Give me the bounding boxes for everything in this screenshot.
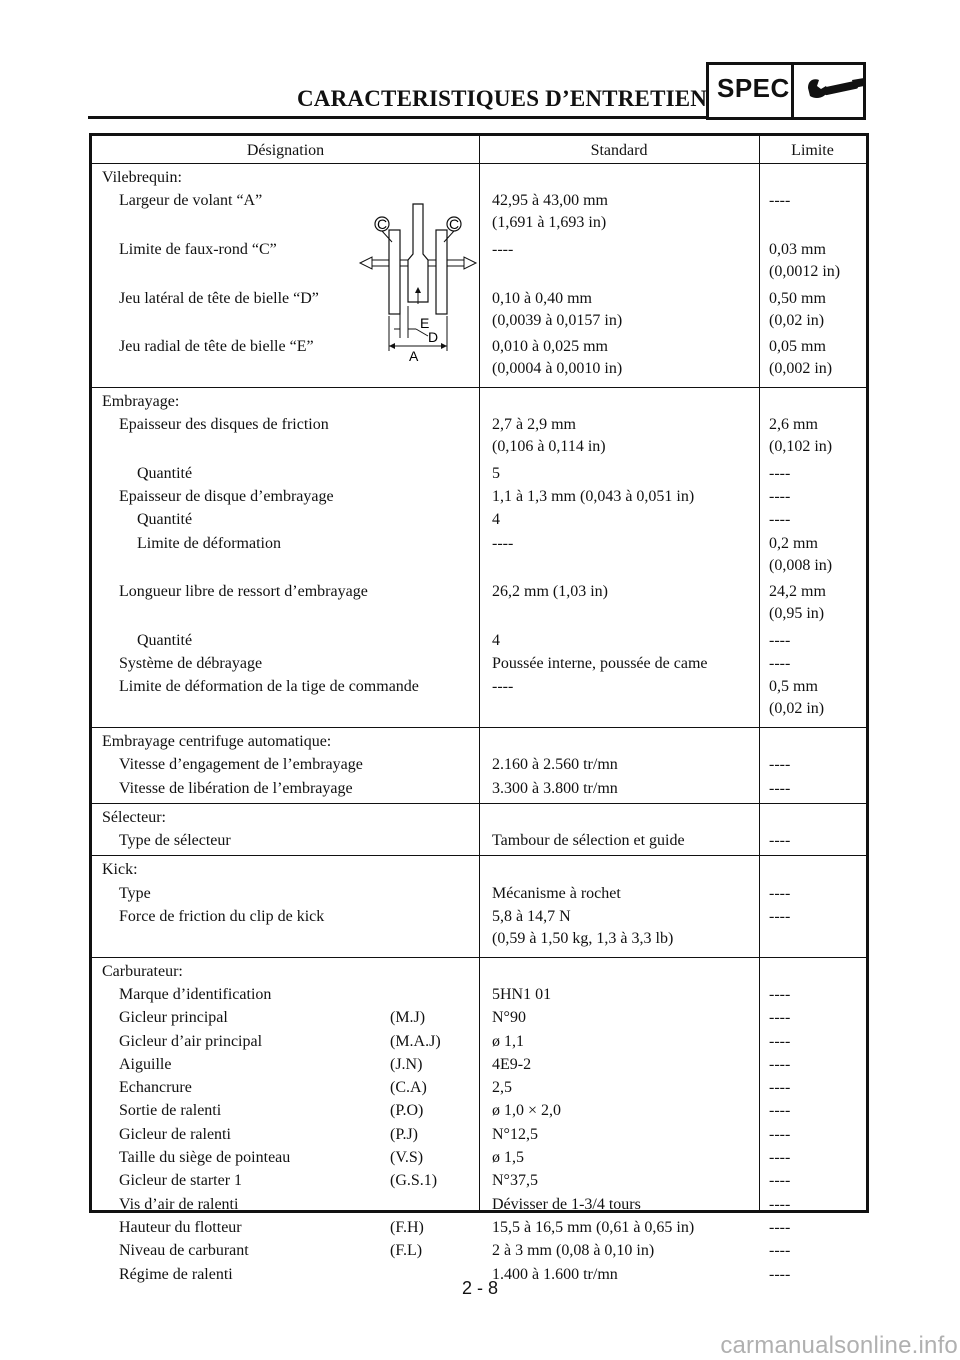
row-standard bbox=[492, 1031, 524, 1053]
row-limit bbox=[769, 1194, 790, 1216]
section-rule bbox=[92, 855, 866, 856]
row-limit bbox=[769, 1240, 790, 1262]
row-label: Type de sélecteur bbox=[119, 832, 231, 850]
row-limit bbox=[769, 778, 790, 800]
row-limit-line: (0,008 in) bbox=[769, 556, 833, 574]
row-standard-line: 26,2 mm (1,03 in) bbox=[492, 583, 608, 601]
row-label: Marque d’identification bbox=[119, 985, 272, 1003]
row-standard-line: 5 bbox=[492, 464, 500, 482]
page-number: 2 - 8 bbox=[461, 1278, 499, 1298]
row-limit bbox=[769, 1124, 790, 1146]
row-limit-line: (0,002 in) bbox=[769, 360, 833, 378]
row-standard bbox=[492, 984, 551, 1006]
row-limit-line: 0,03 mm bbox=[769, 240, 826, 258]
row-standard bbox=[492, 1147, 524, 1169]
diagram-label-c: C bbox=[448, 216, 460, 232]
row-label: Gicleur de starter 1 bbox=[119, 1172, 243, 1190]
row-label: Sortie de ralenti bbox=[119, 1102, 222, 1120]
row-code: (M.J) bbox=[390, 1009, 426, 1027]
row-standard bbox=[492, 1054, 531, 1076]
section-title: Carburateur: bbox=[102, 962, 183, 980]
row-limit-line: ---- bbox=[769, 832, 791, 850]
row-code: (J.N) bbox=[390, 1055, 423, 1073]
row-label: Limite de déformation bbox=[137, 534, 281, 552]
row-standard-line: 15,5 à 16,5 mm (0,61 à 0,65 in) bbox=[492, 1218, 695, 1236]
row-standard-line: Dévisser de 1-3/4 tours bbox=[492, 1195, 641, 1213]
section-title: Embrayage: bbox=[102, 392, 180, 410]
row-standard bbox=[492, 581, 608, 603]
section-title: Kick: bbox=[102, 861, 138, 879]
row-standard-line: 4 bbox=[492, 511, 500, 529]
row-limit bbox=[769, 1007, 790, 1029]
row-limit-line: ---- bbox=[769, 756, 791, 774]
row-limit bbox=[769, 288, 826, 332]
row-standard bbox=[492, 414, 606, 458]
row-limit-line: ---- bbox=[769, 1055, 791, 1073]
row-standard bbox=[492, 336, 622, 380]
row-limit bbox=[769, 486, 790, 508]
row-standard-line: ---- bbox=[492, 240, 514, 258]
row-limit-line: ---- bbox=[769, 908, 791, 925]
row-standard bbox=[492, 630, 500, 652]
diagram-label-a: A bbox=[409, 348, 419, 364]
column-header-standard: Standard bbox=[590, 142, 648, 159]
row-limit-line: ---- bbox=[769, 487, 791, 505]
row-limit bbox=[769, 509, 790, 531]
row-code: (F.H) bbox=[390, 1218, 424, 1236]
crankshaft-diagram bbox=[354, 196, 478, 364]
row-label: Type bbox=[119, 884, 151, 902]
spec-badge-divider bbox=[791, 65, 794, 117]
row-standard bbox=[492, 509, 500, 531]
spec-badge bbox=[706, 62, 866, 120]
row-limit bbox=[769, 653, 790, 675]
row-label: Jeu latéral de tête de bielle “D” bbox=[119, 289, 319, 307]
row-standard bbox=[492, 1194, 641, 1216]
row-limit-line: ---- bbox=[769, 1149, 791, 1166]
row-code: (G.S.1) bbox=[390, 1172, 438, 1190]
row-limit-line: ---- bbox=[769, 464, 791, 482]
row-standard-line: ø 1,1 bbox=[492, 1032, 524, 1050]
row-code: (P.O) bbox=[390, 1102, 424, 1120]
row-standard-line: 2 à 3 mm (0,08 à 0,10 in) bbox=[492, 1242, 655, 1260]
row-limit-line: ---- bbox=[769, 511, 791, 529]
row-limit-line: ---- bbox=[769, 655, 791, 672]
section-title: Sélecteur: bbox=[102, 808, 166, 826]
row-label: Vitesse de libération de l’embrayage bbox=[119, 779, 353, 797]
row-limit bbox=[769, 906, 790, 928]
row-label: Système de débrayage bbox=[119, 655, 263, 672]
row-code: (C.A) bbox=[390, 1079, 427, 1097]
row-limit-line: 0,50 mm bbox=[769, 289, 826, 307]
section-rule bbox=[92, 803, 866, 804]
watermark[interactable]: carmanualsonline.info bbox=[720, 1332, 958, 1359]
row-limit bbox=[769, 1170, 790, 1192]
row-standard bbox=[492, 778, 618, 800]
row-limit bbox=[769, 754, 790, 776]
row-standard-line: Tambour de sélection et guide bbox=[492, 832, 685, 850]
row-label: Limite de faux-rond “C” bbox=[119, 240, 277, 258]
row-limit bbox=[769, 984, 790, 1006]
row-limit-line: ---- bbox=[769, 1032, 791, 1050]
row-standard-line: 2,5 bbox=[492, 1079, 512, 1097]
title-rule bbox=[88, 116, 706, 119]
row-limit-line: (0,102 in) bbox=[769, 438, 833, 455]
row-limit-line: ---- bbox=[769, 1242, 791, 1260]
row-standard-line: 42,95 à 43,00 mm bbox=[492, 192, 608, 210]
row-standard bbox=[492, 533, 513, 555]
row-label: Quantité bbox=[137, 631, 193, 649]
row-standard-line: (0,106 à 0,114 in) bbox=[492, 438, 606, 455]
row-label: Quantité bbox=[137, 464, 193, 482]
row-label: Gicleur de ralenti bbox=[119, 1125, 231, 1143]
row-limit bbox=[769, 1100, 790, 1122]
row-limit bbox=[769, 630, 790, 652]
row-label: Epaisseur des disques de friction bbox=[119, 416, 329, 433]
column-separator bbox=[759, 136, 760, 1210]
row-limit bbox=[769, 1054, 790, 1076]
row-limit-line: ---- bbox=[769, 1009, 791, 1027]
row-limit-line: (0,02 in) bbox=[769, 311, 825, 329]
row-standard-line: 2.160 à 2.560 tr/mn bbox=[492, 756, 618, 774]
row-limit-line: (0,95 in) bbox=[769, 605, 825, 623]
row-standard bbox=[492, 1240, 654, 1262]
row-limit-line: (0,0012 in) bbox=[769, 262, 841, 280]
row-standard-line: Poussée interne, poussée de came bbox=[492, 655, 708, 672]
row-limit bbox=[769, 883, 790, 905]
row-standard-line: N°37,5 bbox=[492, 1172, 538, 1190]
row-limit bbox=[769, 463, 790, 485]
diagram-label-c: C bbox=[376, 216, 388, 232]
row-label: Taille du siège de pointeau bbox=[119, 1149, 291, 1166]
column-separator bbox=[479, 136, 480, 1210]
row-label: Jeu radial de tête de bielle “E” bbox=[119, 338, 314, 356]
row-code: (M.A.J) bbox=[390, 1032, 441, 1050]
row-limit-line: ---- bbox=[769, 631, 791, 649]
row-limit bbox=[769, 239, 840, 283]
row-standard bbox=[492, 463, 500, 485]
row-standard bbox=[492, 883, 621, 905]
row-standard bbox=[492, 754, 618, 776]
row-standard-line: 4E9-2 bbox=[492, 1055, 532, 1073]
row-standard-line: ø 1,0 × 2,0 bbox=[492, 1102, 562, 1120]
row-code: (P.J) bbox=[390, 1125, 419, 1143]
row-label: Limite de déformation de la tige de commande bbox=[119, 678, 419, 696]
row-limit-line: 0,5 mm bbox=[769, 678, 818, 696]
row-label: Gicleur d’air principal bbox=[119, 1032, 263, 1050]
column-header-designation: Désignation bbox=[246, 142, 325, 159]
row-standard-line: 5,8 à 14,7 N bbox=[492, 908, 571, 925]
row-label: Echancrure bbox=[119, 1079, 192, 1097]
row-standard-line: 1.400 à 1.600 tr/mn bbox=[492, 1265, 618, 1283]
row-label: Gicleur principal bbox=[119, 1009, 228, 1027]
row-standard bbox=[492, 239, 513, 261]
row-standard bbox=[492, 906, 673, 950]
row-label: Hauteur du flotteur bbox=[119, 1218, 242, 1236]
section-rule bbox=[92, 387, 866, 388]
row-standard bbox=[492, 1170, 538, 1192]
spec-label: SPEC bbox=[717, 73, 790, 103]
section-title: Vilebrequin: bbox=[102, 169, 182, 186]
row-limit-line: 0,05 mm bbox=[769, 338, 826, 356]
row-standard-line: (0,59 à 1,50 kg, 1,3 à 3,3 lb) bbox=[492, 930, 674, 947]
row-standard-line: ---- bbox=[492, 534, 514, 552]
row-standard bbox=[492, 1100, 561, 1122]
row-standard-line: 5HN1 01 bbox=[492, 985, 552, 1003]
row-standard bbox=[492, 1077, 512, 1099]
row-label: Régime de ralenti bbox=[119, 1265, 233, 1283]
row-label: Largeur de volant “A” bbox=[119, 192, 263, 210]
row-standard-line: N°90 bbox=[492, 1009, 526, 1027]
row-standard-line: 4 bbox=[492, 631, 500, 649]
section-rule bbox=[92, 957, 866, 958]
row-limit-line: ---- bbox=[769, 1102, 791, 1120]
row-limit-line: ---- bbox=[769, 1079, 791, 1097]
row-limit-line: 0,2 mm bbox=[769, 534, 818, 552]
row-limit bbox=[769, 1031, 790, 1053]
row-label: Aiguille bbox=[119, 1055, 172, 1073]
wrench-icon bbox=[806, 74, 866, 108]
row-limit bbox=[769, 190, 790, 212]
row-label: Force de friction du clip de kick bbox=[119, 908, 325, 925]
row-standard-line: (0,0004 à 0,0010 in) bbox=[492, 360, 623, 378]
row-limit-line: ---- bbox=[769, 1125, 791, 1143]
row-limit bbox=[769, 533, 832, 577]
row-limit-line: ---- bbox=[769, 1195, 791, 1213]
row-code: (F.L) bbox=[390, 1242, 423, 1260]
row-standard-line: (0,0039 à 0,0157 in) bbox=[492, 311, 623, 329]
row-standard-line: ø 1,5 bbox=[492, 1149, 524, 1166]
row-standard bbox=[492, 486, 694, 508]
row-limit bbox=[769, 414, 832, 458]
row-standard-line: ---- bbox=[492, 678, 514, 696]
row-label: Vis d’air de ralenti bbox=[119, 1195, 239, 1213]
row-limit bbox=[769, 1077, 790, 1099]
row-limit bbox=[769, 1217, 790, 1239]
row-standard bbox=[492, 676, 513, 698]
row-label: Vitesse d’engagement de l’embrayage bbox=[119, 756, 363, 774]
row-standard bbox=[492, 1124, 538, 1146]
row-limit-line: ---- bbox=[769, 985, 791, 1003]
row-limit bbox=[769, 336, 832, 380]
row-limit-line: ---- bbox=[769, 192, 791, 210]
diagram-label-d: D bbox=[428, 329, 439, 345]
row-limit-line: ---- bbox=[769, 1265, 791, 1283]
row-standard-line: N°12,5 bbox=[492, 1125, 538, 1143]
row-limit bbox=[769, 830, 790, 852]
row-standard-line: 1,1 à 1,3 mm (0,043 à 0,051 in) bbox=[492, 487, 695, 505]
row-standard-line: 0,10 à 0,40 mm bbox=[492, 289, 592, 307]
row-standard bbox=[492, 653, 707, 675]
row-code: (V.S) bbox=[390, 1149, 424, 1166]
row-standard-line: Mécanisme à rochet bbox=[492, 884, 621, 902]
row-label: Quantité bbox=[137, 511, 193, 529]
row-standard-line: (1,691 à 1,693 in) bbox=[492, 214, 607, 232]
row-limit bbox=[769, 676, 824, 720]
column-header-limit: Limite bbox=[791, 142, 834, 159]
header-rule bbox=[92, 163, 866, 164]
row-standard bbox=[492, 1217, 694, 1239]
row-limit-line: (0,02 in) bbox=[769, 700, 825, 718]
row-label: Niveau de carburant bbox=[119, 1242, 249, 1260]
spec-table bbox=[89, 133, 869, 1283]
row-limit-line: ---- bbox=[769, 884, 791, 902]
row-limit-line: 2,6 mm bbox=[769, 416, 818, 433]
row-standard bbox=[492, 288, 622, 332]
row-limit-line: ---- bbox=[769, 779, 791, 797]
row-label: Longueur libre de ressort d’embrayage bbox=[119, 583, 368, 601]
row-standard-line: 0,010 à 0,025 mm bbox=[492, 338, 608, 356]
row-limit bbox=[769, 1147, 790, 1169]
row-standard bbox=[492, 830, 685, 852]
row-label: Epaisseur de disque d’embrayage bbox=[119, 487, 334, 505]
diagram-label-e: E bbox=[420, 315, 430, 331]
row-standard-line: 2,7 à 2,9 mm bbox=[492, 416, 576, 433]
row-limit-line: ---- bbox=[769, 1218, 791, 1236]
row-standard bbox=[492, 1007, 526, 1029]
row-limit-line: 24,2 mm bbox=[769, 583, 826, 601]
row-standard bbox=[492, 190, 608, 234]
section-rule bbox=[92, 727, 866, 728]
section-title: Embrayage centrifuge automatique: bbox=[102, 732, 332, 750]
row-limit-line: ---- bbox=[769, 1172, 791, 1190]
row-standard-line: 3.300 à 3.800 tr/mn bbox=[492, 779, 618, 797]
page-title: CARACTERISTIQUES D’ENTRETIEN bbox=[297, 86, 708, 111]
row-limit bbox=[769, 581, 826, 625]
